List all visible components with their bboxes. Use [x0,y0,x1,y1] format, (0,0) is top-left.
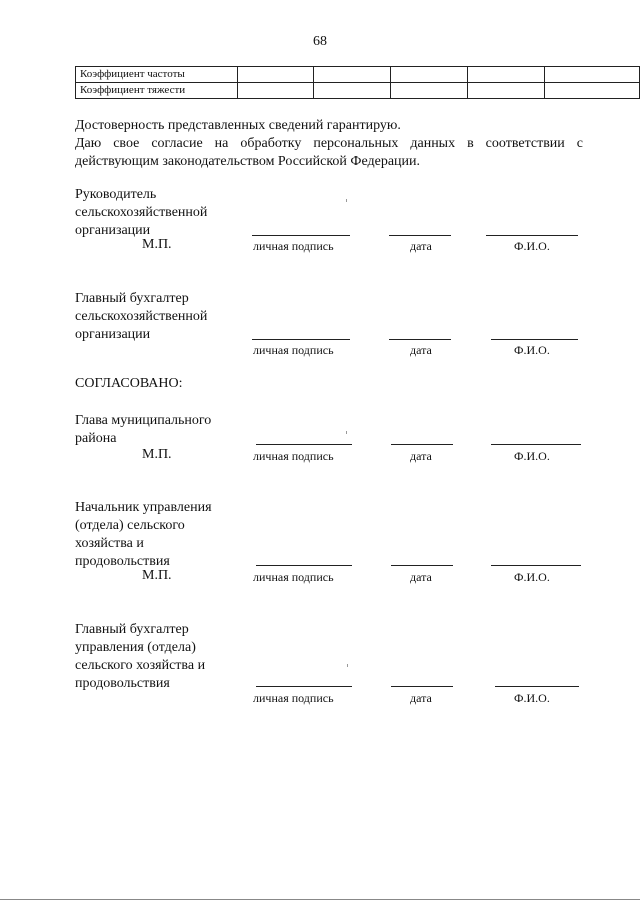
table-row [76,83,640,99]
label-line: продовольствия [75,554,170,569]
date-caption: дата [410,239,432,253]
fio-line [486,235,578,236]
page-number: 68 [313,34,327,49]
table-cell [545,83,640,99]
table-cell [314,67,391,83]
date-line [389,339,451,340]
consent-text-line2: действующим законодательством Российской Федерации. [75,154,421,169]
label-line: продовольствия [75,676,170,691]
date-caption: дата [410,570,432,584]
table-cell [391,83,468,99]
guarantee-text: Достоверность представленных сведений гарантирую. [75,118,401,133]
label-line: хозяйства и [75,536,144,551]
date-caption: дата [410,691,432,705]
table-cell-label: Коэффициент тяжести [76,83,238,99]
fio-caption: Ф.И.О. [514,239,550,253]
scan-speck [347,664,348,667]
fio-caption: Ф.И.О. [514,691,550,705]
signature-caption: личная подпись [253,449,334,463]
label-line: Главный бухгалтер [75,622,189,637]
date-line [391,444,453,445]
date-line [389,235,451,236]
table-cell [237,83,314,99]
label-line: сельского хозяйства и [75,658,206,673]
stamp-mark: М.П. [142,237,172,252]
table-cell [467,83,545,99]
consent-text-line1: Даю свое согласие на обработку персональных данных в соответствии с [75,136,583,151]
signer-label-district-head [75,412,211,448]
signature-caption: личная подпись [253,570,334,584]
table-cell [237,67,314,83]
signer-label-chief-accountant [75,290,207,344]
coefficient-table [75,66,640,99]
table-cell-label: Коэффициент частоты [76,67,238,83]
signature-line [256,686,352,687]
date-line [391,686,453,687]
page-bottom-edge [0,899,640,900]
label-line: управления (отдела) [75,640,196,655]
signer-label-department-head [75,499,212,571]
table-cell [391,67,468,83]
fio-line [491,444,581,445]
date-caption: дата [410,343,432,357]
approved-heading: СОГЛАСОВАНО: [75,376,183,391]
signature-line [252,235,350,236]
signature-caption: личная подпись [253,343,334,357]
table-cell [545,67,640,83]
fio-caption: Ф.И.О. [514,449,550,463]
label-line: (отдела) сельского [75,518,185,533]
fio-line [491,565,581,566]
stamp-mark: М.П. [142,568,172,583]
table-cell [467,67,545,83]
label-line: организации [75,327,151,342]
label-line: организации [75,223,151,238]
signature-line [256,444,352,445]
date-line [391,565,453,566]
signature-line [256,565,352,566]
intro-paragraph [75,117,583,171]
label-line: сельскохозяйственной [75,205,208,220]
label-line: Глава муниципального [75,413,212,428]
table-row [76,67,640,83]
label-line: Руководитель [75,187,157,202]
label-line: Начальник управления [75,500,212,515]
label-line: сельскохозяйственной [75,309,208,324]
fio-caption: Ф.И.О. [514,570,550,584]
signer-label-department-accountant [75,621,205,693]
signature-caption: личная подпись [253,691,334,705]
fio-caption: Ф.И.О. [514,343,550,357]
fio-line [491,339,578,340]
signer-label-head [75,186,207,240]
signature-caption: личная подпись [253,239,334,253]
table-cell [314,83,391,99]
fio-line [495,686,579,687]
label-line: Главный бухгалтер [75,291,189,306]
stamp-mark: М.П. [142,447,172,462]
scan-speck [346,199,347,202]
signature-line [252,339,350,340]
label-line: района [75,431,117,446]
scan-speck [346,431,347,434]
date-caption: дата [410,449,432,463]
